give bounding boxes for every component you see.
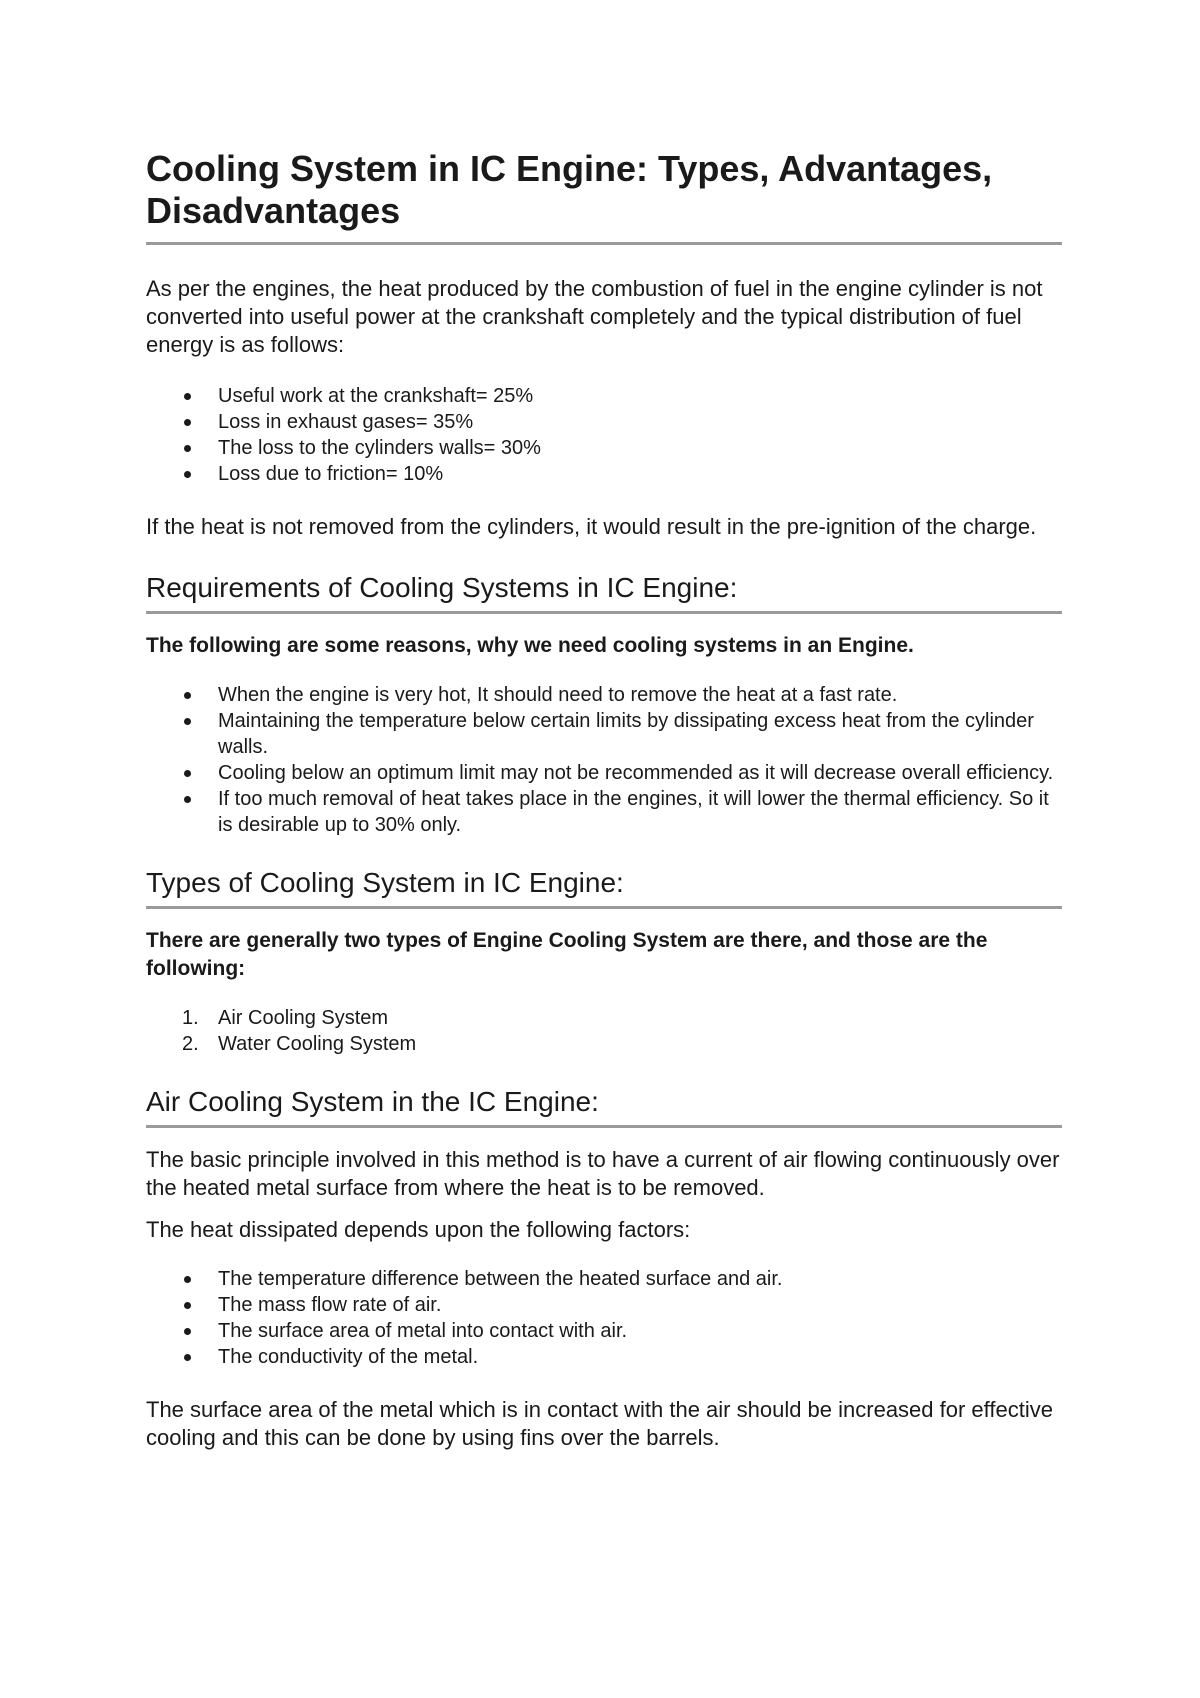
list-item: 1. Air Cooling System xyxy=(182,1007,389,1029)
requirements-list xyxy=(146,682,1062,838)
list-item: 2. Water Cooling System xyxy=(182,1033,417,1055)
bullet-icon xyxy=(184,770,191,777)
intro-paragraph: As per the engines, the heat produced by the combustion of fuel in the engine cylinder is not converted into useful power at the crankshaft completely and the typical distribution of fuel energy is as follows: xyxy=(146,276,1043,357)
bullet-icon xyxy=(184,419,191,426)
bullet-icon xyxy=(184,1302,191,1309)
types-list xyxy=(146,1005,1062,1057)
list-item: The temperature difference between the heated surface and air. xyxy=(146,1266,1062,1292)
bullet-icon xyxy=(184,445,191,452)
list-item: The surface area of metal into contact with air. xyxy=(146,1318,1062,1344)
bullet-icon xyxy=(184,1328,191,1335)
bullet-icon xyxy=(184,393,191,400)
list-item: Cooling below an optimum limit may not be recommended as it will decrease overall efficiency. xyxy=(146,760,1062,786)
types-heading: Types of Cooling System in IC Engine: xyxy=(146,866,1062,909)
list-item: If too much removal of heat takes place in the engines, it will lower the thermal efficiency. So it is desirable up to 30% only. xyxy=(146,786,1062,838)
list-item: Useful work at the crankshaft= 25% xyxy=(146,383,1062,409)
factors-list xyxy=(146,1266,1062,1370)
page-title: Cooling System in IC Engine: Types, Advantages, Disadvantages xyxy=(146,148,1062,245)
document-content xyxy=(146,148,1062,1452)
list-item: The conductivity of the metal. xyxy=(146,1344,1062,1370)
types-lead: There are generally two types of Engine Cooling System are there, and those are the following: xyxy=(146,929,988,980)
requirements-heading: Requirements of Cooling Systems in IC Engine: xyxy=(146,571,1062,614)
list-item: The mass flow rate of air. xyxy=(146,1292,1062,1318)
bullet-icon xyxy=(184,692,191,699)
distribution-list xyxy=(146,383,1062,487)
bullet-icon xyxy=(184,796,191,803)
bullet-icon xyxy=(184,471,191,478)
bullet-icon xyxy=(184,1354,191,1361)
air-cooling-heading: Air Cooling System in the IC Engine: xyxy=(146,1085,1062,1128)
requirements-lead: The following are some reasons, why we need cooling systems in an Engine. xyxy=(146,634,914,657)
heat-note-paragraph: If the heat is not removed from the cylinders, it would result in the pre-ignition of the charge. xyxy=(146,514,1037,539)
list-item: The loss to the cylinders walls= 30% xyxy=(146,435,1062,461)
air-cooling-paragraph-3: The surface area of the metal which is in contact with the air should be increased for effective cooling and this can be done by using fins over the barrels. xyxy=(146,1397,1053,1450)
air-cooling-paragraph-1: The basic principle involved in this method is to have a current of air flowing continuously over the heated metal surface from where the heat is to be removed. xyxy=(146,1147,1060,1200)
list-item: Loss in exhaust gases= 35% xyxy=(146,409,1062,435)
list-item: When the engine is very hot, It should need to remove the heat at a fast rate. xyxy=(146,682,1062,708)
list-item: Maintaining the temperature below certain limits by dissipating excess heat from the cylinder walls. xyxy=(146,708,1062,760)
bullet-icon xyxy=(184,1276,191,1283)
bullet-icon xyxy=(184,718,191,725)
list-item: Loss due to friction= 10% xyxy=(146,461,1062,487)
air-cooling-paragraph-2: The heat dissipated depends upon the following factors: xyxy=(146,1217,691,1242)
